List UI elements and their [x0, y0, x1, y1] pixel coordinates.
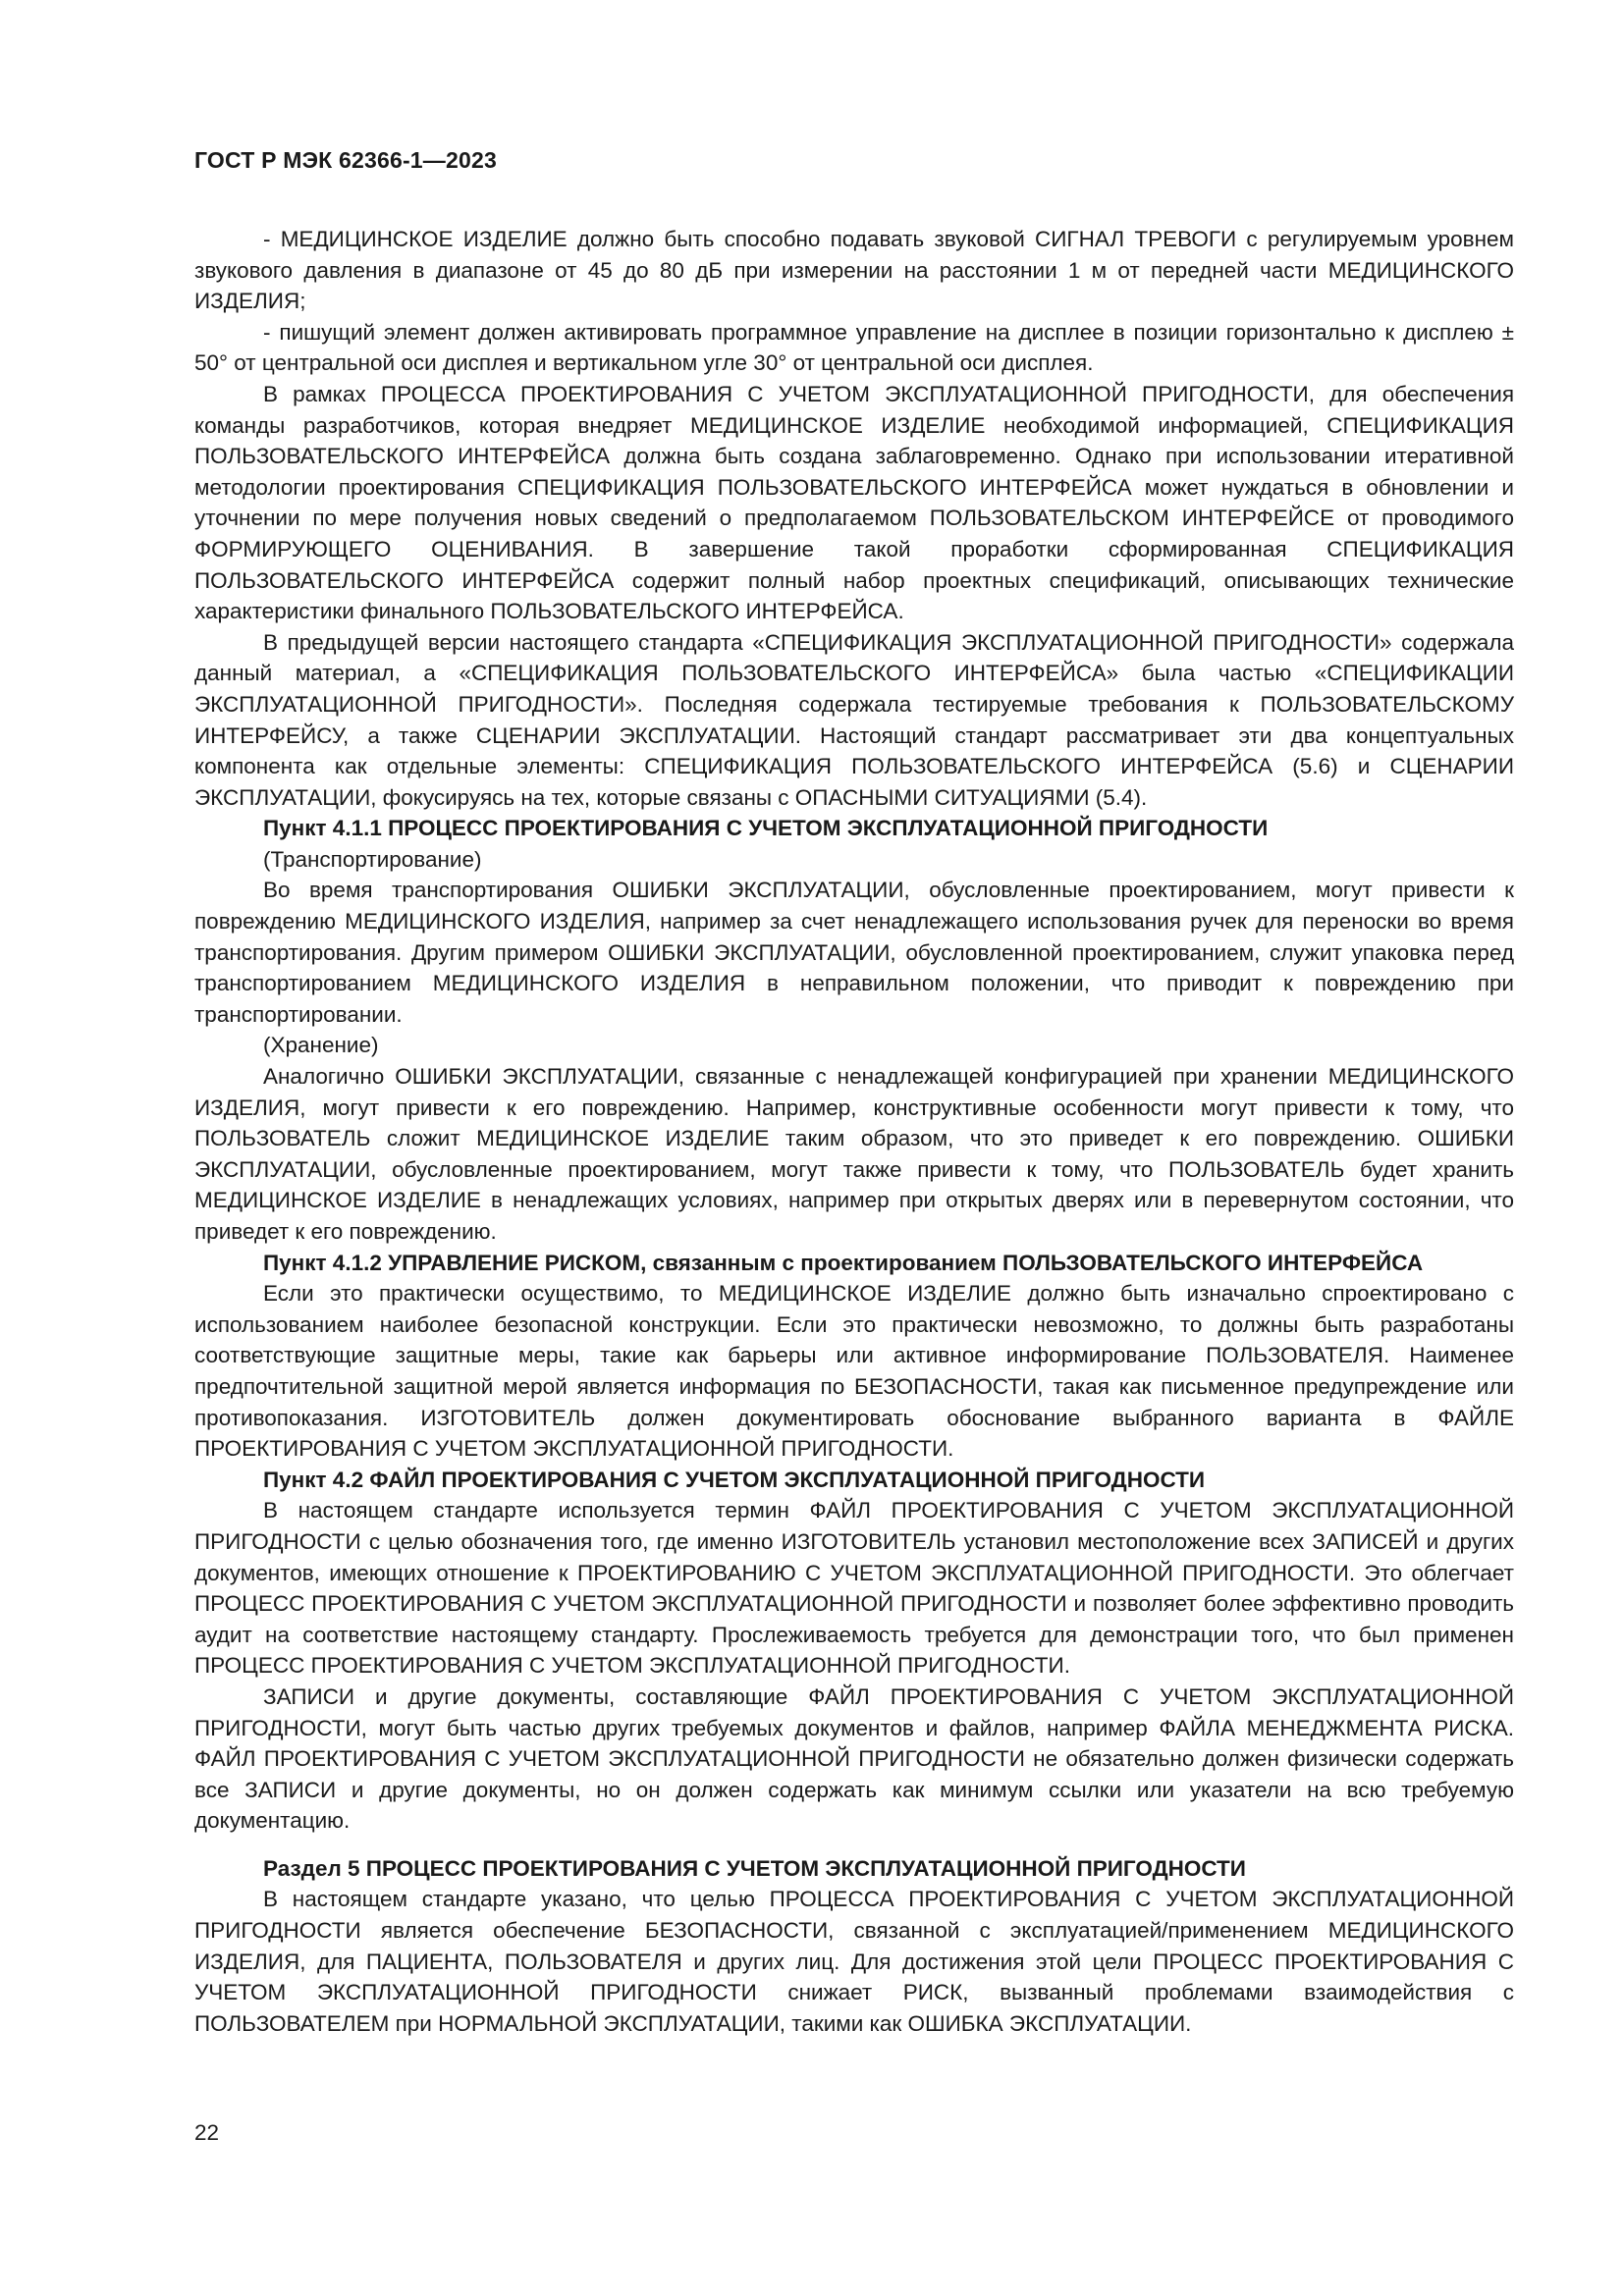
subheading-transportation: (Транспортирование)	[263, 846, 482, 872]
subheading-storage: (Хранение)	[263, 1033, 379, 1058]
paragraph-ui-specification: В рамках ПРОЦЕССА ПРОЕКТИРОВАНИЯ С УЧЕТОМ ЭКСПЛУАТАЦИОННОЙ ПРИГОДНОСТИ, для обеспечения команды разработчиков, которая внедряет МЕДИЦИНСКОЕ ИЗДЕЛИЕ необходимой информацией, СПЕЦИФИКАЦИЯ ПОЛЬЗОВАТЕЛЬСКОГО ИНТЕРФЕЙСА должна быть создана заблаговременно. Однако при использовании итеративной методологии проектирования СПЕЦИФИКАЦИЯ ПОЛЬЗОВАТЕЛЬСКОГО ИНТЕРФЕЙСА может нуждаться в обновлении и уточнении по мере получения новых сведений о предполагаемом ПОЛЬЗОВАТЕЛЬСКОМ ИНТЕРФЕЙСЕ от проводимого ФОРМИРУЮЩЕГО ОЦЕНИВАНИЯ. В завершение такой проработки сформированная СПЕЦИФИКАЦИЯ ПОЛЬЗОВАТЕЛЬСКОГО ИНТЕРФЕЙСА содержит полный набор проектных спецификаций, описывающих технические характеристики финального ПОЛЬЗОВАТЕЛЬСКОГО ИНТЕРФЕЙСА.	[194, 381, 1514, 624]
paragraph-previous-version: В предыдущей версии настоящего стандарта «СПЕЦИФИКАЦИЯ ЭКСПЛУАТАЦИОННОЙ ПРИГОДНОСТИ» содержала данный материал, а «СПЕЦИФИКАЦИЯ ПОЛЬЗОВАТЕЛЬСКОГО ИНТЕРФЕЙСА» была частью «СПЕЦИФИКАЦИИ ЭКСПЛУАТАЦИОННОЙ ПРИГОДНОСТИ». Последняя содержала тестируемые требования к ПОЛЬЗОВАТЕЛЬСКОМУ ИНТЕРФЕЙСУ, а также СЦЕНАРИИ ЭКСПЛУАТАЦИИ. Настоящий стандарт рассматривает эти два концептуальных компонента как отдельные элементы: СПЕЦИФИКАЦИЯ ПОЛЬЗОВАТЕЛЬСКОГО ИНТЕРФЕЙСА (5.6) и СЦЕНАРИИ ЭКСПЛУАТАЦИИ, фокусируясь на тех, которые связаны с ОПАСНЫМИ СИТУАЦИЯМИ (5.4).	[194, 629, 1514, 810]
page-number: 22	[194, 2120, 220, 2145]
heading-clause-4-1-2: Пункт 4.1.2 УПРАВЛЕНИЕ РИСКОМ, связанным с проектированием ПОЛЬЗОВАТЕЛЬСКОГО ИНТЕРФЕЙСА	[263, 1250, 1424, 1275]
paragraph-transportation: Во время транспортирования ОШИБКИ ЭКСПЛУАТАЦИИ, обусловленные проектированием, могут привести к повреждению МЕДИЦИНСКОГО ИЗДЕЛИЯ, например за счет ненадлежащего использования ручек для переноски во время транспортирования. Другим примером ОШИБКИ ЭКСПЛУАТАЦИИ, обусловленной проектированием, служит упаковка перед транспортированием МЕДИЦИНСКОГО ИЗДЕЛИЯ в неправильном положении, что приводит к повреждению при транспортировании.	[194, 878, 1514, 1027]
heading-clause-4-1-1: Пункт 4.1.1 ПРОЦЕСС ПРОЕКТИРОВАНИЯ С УЧЕТОМ ЭКСПЛУАТАЦИОННОЙ ПРИГОДНОСТИ	[263, 816, 1269, 841]
list-item-alarm: - МЕДИЦИНСКОЕ ИЗДЕЛИЕ должно быть способно подавать звуковой СИГНАЛ ТРЕВОГИ с регулируемым уровнем звукового давления в диапазоне от 45 до 80 дБ при измерении на расстоянии 1 м от передней части МЕДИЦИНСКОГО ИЗДЕЛИЯ;	[194, 227, 1514, 314]
paragraph-usability-file: В настоящем стандарте используется термин ФАЙЛ ПРОЕКТИРОВАНИЯ С УЧЕТОМ ЭКСПЛУАТАЦИОННОЙ ПРИГОДНОСТИ с целью обозначения того, где именно ИЗГОТОВИТЕЛЬ установил местоположение всех ЗАПИСЕЙ и других документов, имеющих отношение к ПРОЕКТИРОВАНИЮ С УЧЕТОМ ЭКСПЛУАТАЦИОННОЙ ПРИГОДНОСТИ. Это облегчает ПРОЦЕСС ПРОЕКТИРОВАНИЯ С УЧЕТОМ ЭКСПЛУАТАЦИОННОЙ ПРИГОДНОСТИ и позволяет более эффективно проводить аудит на соответствие настоящему стандарту. Прослеживаемость требуется для демонстрации того, что был применен ПРОЦЕСС ПРОЕКТИРОВАНИЯ С УЧЕТОМ ЭКСПЛУАТАЦИОННОЙ ПРИГОДНОСТИ.	[194, 1498, 1514, 1679]
list-item-stylus: - пишущий элемент должен активировать программное управление на дисплее в позиции горизонтально к дисплею ± 50° от центральной оси дисплея и вертикальном угле 30° от центральной оси дисплея.	[194, 319, 1514, 376]
heading-clause-4-2: Пункт 4.2 ФАЙЛ ПРОЕКТИРОВАНИЯ С УЧЕТОМ ЭКСПЛУАТАЦИОННОЙ ПРИГОДНОСТИ	[263, 1467, 1206, 1492]
paragraph-section-5: В настоящем стандарте указано, что целью ПРОЦЕССА ПРОЕКТИРОВАНИЯ С УЧЕТОМ ЭКСПЛУАТАЦИОННОЙ ПРИГОДНОСТИ является обеспечение БЕЗОПАСНОСТИ, связанной с эксплуатацией/применением МЕДИЦИНСКОГО ИЗДЕЛИЯ, для ПАЦИЕНТА, ПОЛЬЗОВАТЕЛЯ и других лиц. Для достижения этой цели ПРОЦЕСС ПРОЕКТИРОВАНИЯ С УЧЕТОМ ЭКСПЛУАТАЦИОННОЙ ПРИГОДНОСТИ снижает РИСК, вызванный проблемами взаимодействия с ПОЛЬЗОВАТЕЛЕМ при НОРМАЛЬНОЙ ЭКСПЛУАТАЦИИ, такими как ОШИБКА ЭКСПЛУАТАЦИИ.	[194, 1887, 1514, 2036]
paragraph-storage: Аналогично ОШИБКИ ЭКСПЛУАТАЦИИ, связанные с ненадлежащей конфигурацией при хранении МЕДИЦИНСКОГО ИЗДЕЛИЯ, могут привести к его повреждению. Например, конструктивные особенности могут привести к тому, что ПОЛЬЗОВАТЕЛЬ сложит МЕДИЦИНСКОЕ ИЗДЕЛИЕ таким образом, что это приведет к его повреждению. ОШИБКИ ЭКСПЛУАТАЦИИ, обусловленные проектированием, могут также привести к тому, что ПОЛЬЗОВАТЕЛЬ будет хранить МЕДИЦИНСКОЕ ИЗДЕЛИЕ в ненадлежащих условиях, например при открытых дверях или в перевернутом состоянии, что приведет к его повреждению.	[194, 1064, 1514, 1244]
heading-section-5: Раздел 5 ПРОЦЕСС ПРОЕКТИРОВАНИЯ С УЧЕТОМ ЭКСПЛУАТАЦИОННОЙ ПРИГОДНОСТИ	[263, 1855, 1246, 1881]
paragraph-records: ЗАПИСИ и другие документы, составляющие ФАЙЛ ПРОЕКТИРОВАНИЯ С УЧЕТОМ ЭКСПЛУАТАЦИОННОЙ ПРИГОДНОСТИ, могут быть частью других требуемых документов и файлов, например ФАЙЛА МЕНЕДЖМЕНТА РИСКА. ФАЙЛ ПРОЕКТИРОВАНИЯ С УЧЕТОМ ЭКСПЛУАТАЦИОННОЙ ПРИГОДНОСТИ не обязательно должен физически содержать все ЗАПИСИ и другие документы, но он должен содержать как минимум ссылки или указатели на всю требуемую документацию.	[194, 1683, 1514, 1834]
document-body	[194, 224, 1514, 2039]
document-header: ГОСТ Р МЭК 62366-1—2023	[194, 147, 497, 173]
paragraph-risk-control: Если это практически осуществимо, то МЕДИЦИНСКОЕ ИЗДЕЛИЕ должно быть изначально спроектировано с использованием наиболее безопасной конструкции. Если это практически невозможно, то должны быть разработаны соответствующие защитные меры, такие как барьеры или активное информирование ПОЛЬЗОВАТЕЛЯ. Наименее предпочтительной защитной мерой является информация по БЕЗОПАСНОСТИ, такая как письменное предупреждение или противопоказания. ИЗГОТОВИТЕЛЬ должен документировать обоснование выбранного варианта в ФАЙЛЕ ПРОЕКТИРОВАНИЯ С УЧЕТОМ ЭКСПЛУАТАЦИОННОЙ ПРИГОДНОСТИ.	[194, 1281, 1514, 1462]
